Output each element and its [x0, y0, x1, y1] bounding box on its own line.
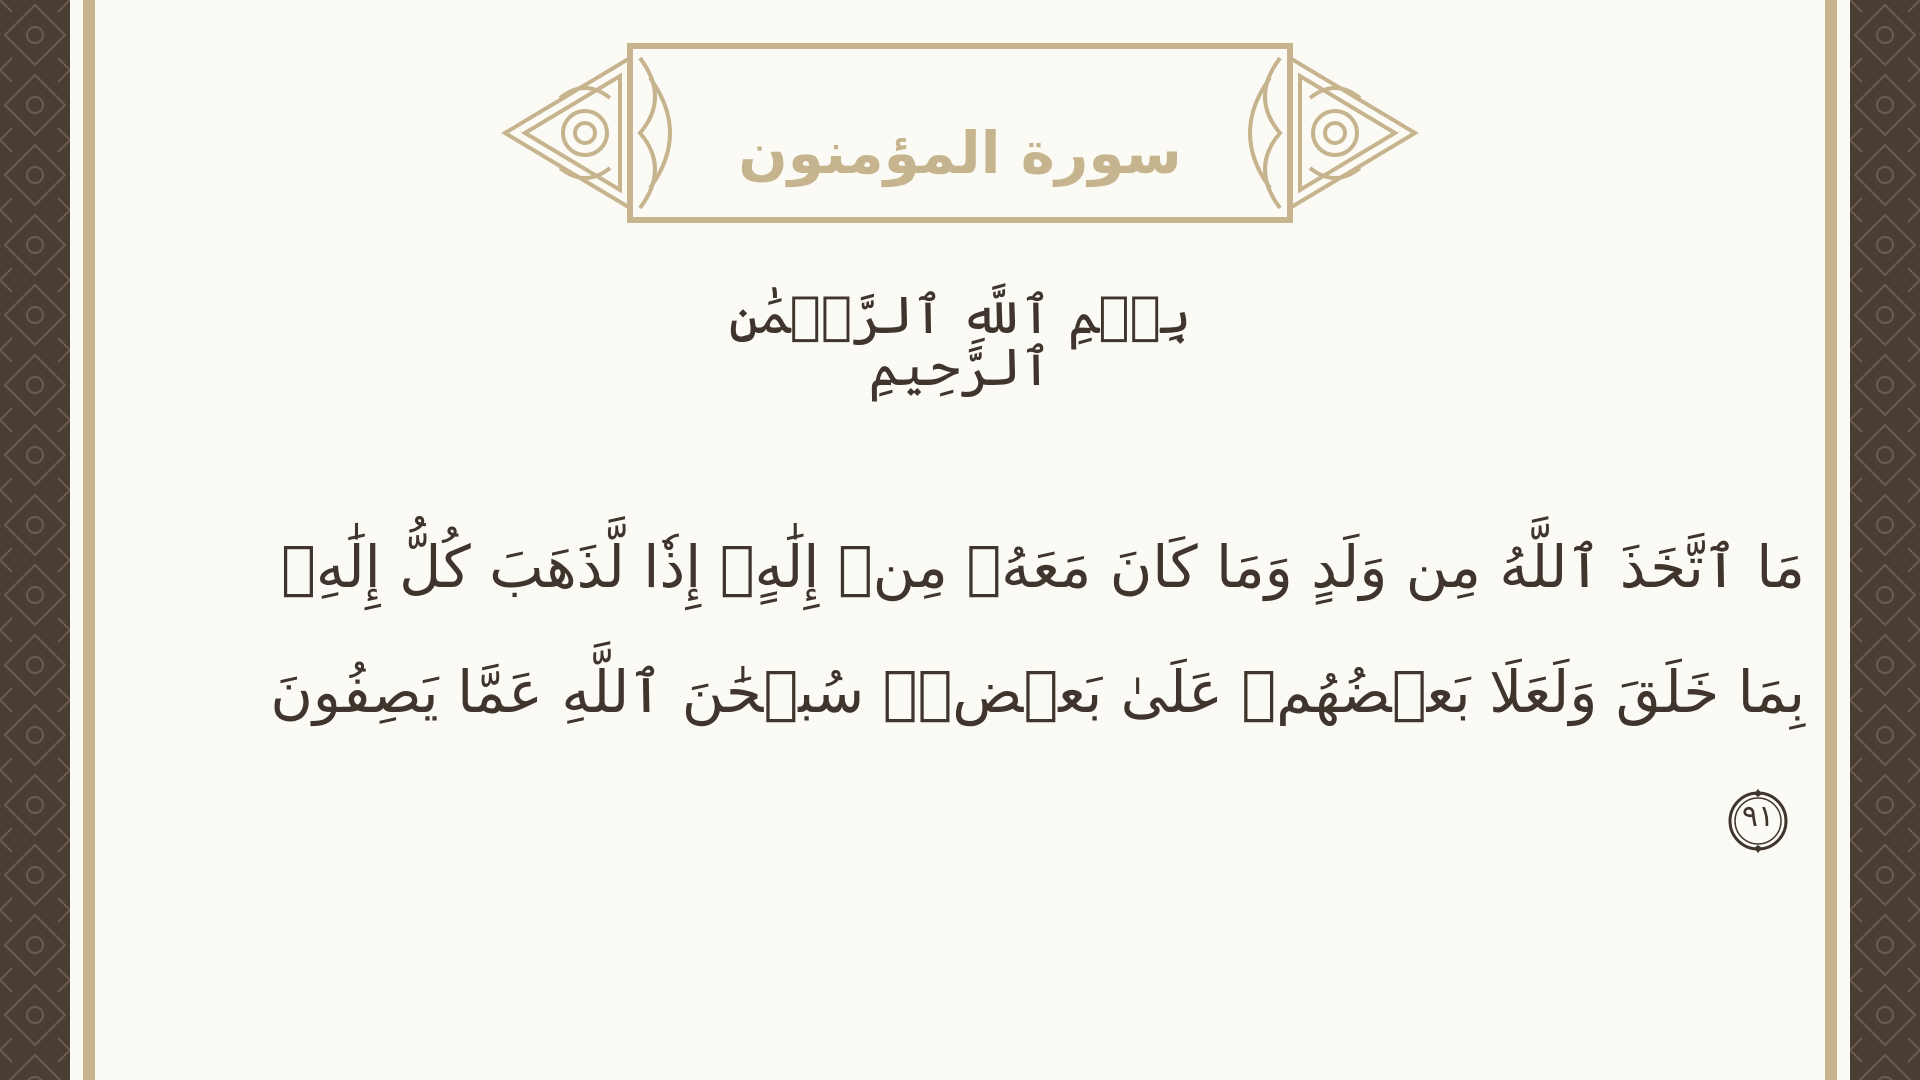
- left-gold-rule: [83, 0, 95, 1080]
- ayah-number-marker: [1725, 788, 1791, 854]
- surah-header-frame: [500, 38, 1420, 228]
- left-ornamental-border: [0, 0, 70, 1080]
- ayah-number: ٩١: [1741, 798, 1775, 834]
- ayah-block: [250, 505, 1805, 880]
- right-ornamental-border: [1850, 0, 1920, 1080]
- basmala: بِسۡمِ ٱللَّهِ ٱلرَّحۡمَٰنِ ٱلرَّحِيمِ: [728, 286, 1192, 398]
- ayah-text: مَا ٱتَّخَذَ ٱللَّهُ مِن وَلَدٍ وَمَا كَانَ مَعَهُۥ مِنۡ إِلَٰهٍۚ إِذٗا لَّذَهَبَ كُلُّ إِلَٰهِۭ بِمَا خَلَقَ وَلَعَلَا بَعۡضُهُمۡ عَلَىٰ بَعۡضٖۚ سُبۡحَٰنَ ٱللَّهِ عَمَّا يَصِفُونَ: [270, 533, 1805, 726]
- surah-title: سورة المؤمنون: [738, 119, 1182, 187]
- right-gold-rule: [1825, 0, 1837, 1080]
